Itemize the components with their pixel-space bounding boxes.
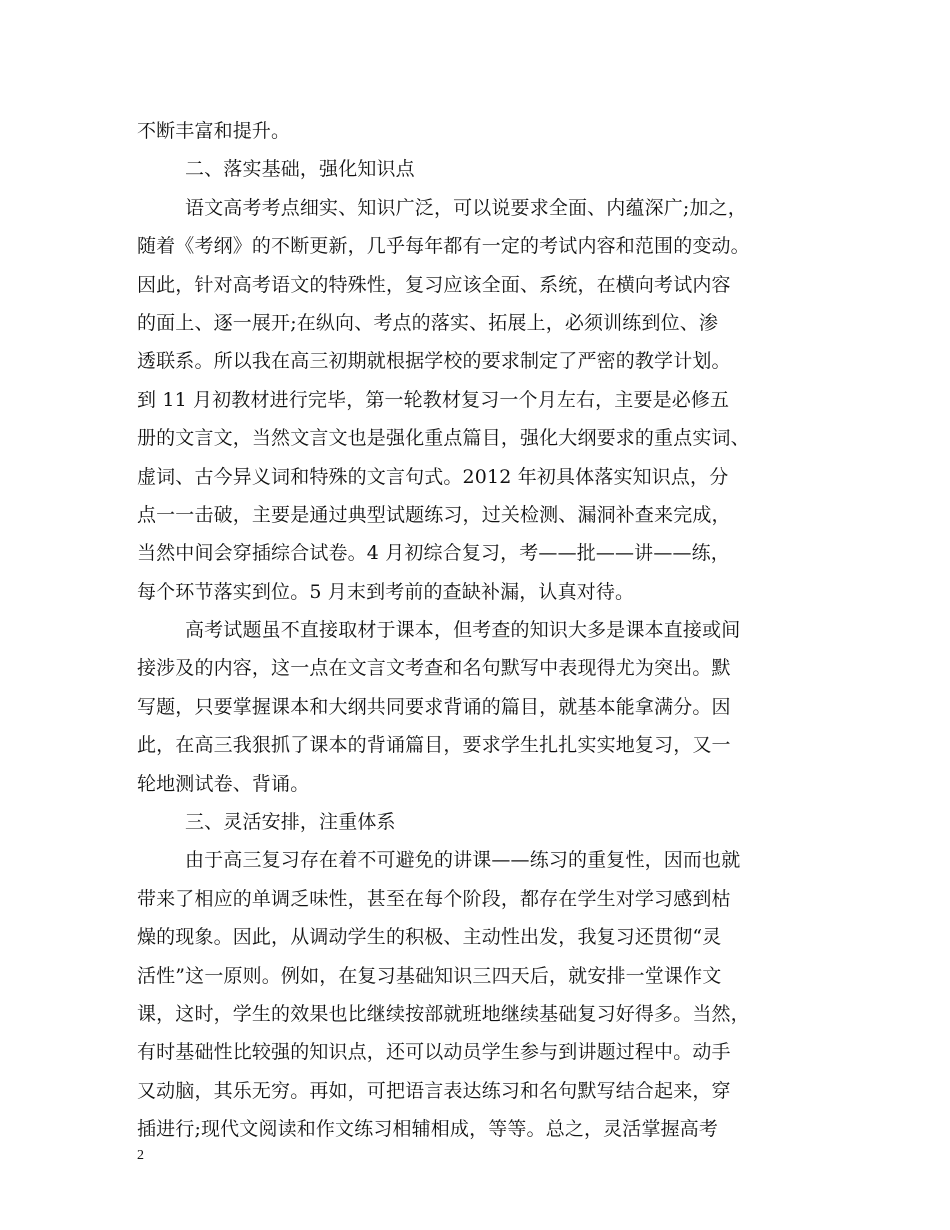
text-line: 的面上、逐一展开;在纵向、考点的落实、拓展上，必须训练到位、渗 <box>137 311 719 334</box>
text-line: 点一一击破，主要是通过典型试题练习，过关检测、漏洞补查来完成， <box>137 503 731 526</box>
text-line: 高考试题虽不直接取材于课本，但考查的知识大多是课本直接或间 <box>185 619 741 642</box>
text-line: 写题，只要掌握课本和大纲共同要求背诵的篇目，就基本能拿满分。因 <box>137 695 731 718</box>
text-line: 虚词、古今异义词和特殊的文言句式。2012 年初具体落实知识点，分 <box>137 465 729 488</box>
text-line: 插进行;现代文阅读和作文练习相辅相成，等等。总之，灵活掌握高考 <box>137 1118 719 1141</box>
text-line: 活性”这一原则。例如，在复习基础知识三四天后，就安排一堂课作文 <box>137 964 722 987</box>
text-line: 轮地测试卷、背诵。 <box>137 772 310 795</box>
text-line: 透联系。所以我在高三初期就根据学校的要求制定了严密的教学计划。 <box>137 350 731 373</box>
text-line: 语文高考考点细实、知识广泛，可以说要求全面、内蕴深广;加之， <box>185 196 747 219</box>
text-line: 到 11 月初教材进行完毕，第一轮教材复习一个月左右，主要是必修五 <box>137 388 730 411</box>
text-line: 由于高三复习存在着不可避免的讲课——练习的重复性，因而也就 <box>185 849 741 872</box>
text-line: 接涉及的内容，这一点在文言文考查和名句默写中表现得尤为突出。默 <box>137 657 731 680</box>
text-line: 不断丰富和提升。 <box>137 120 291 142</box>
text-line: 有时基础性比较强的知识点，还可以动员学生参与到讲题过程中。动手 <box>137 1041 731 1064</box>
section-heading-3: 三、灵活安排，注重体系 <box>185 811 396 834</box>
page-number: 2 <box>137 1148 144 1163</box>
text-line: 因此，针对高考语文的特殊性，复习应该全面、系统，在横向考试内容 <box>137 273 731 296</box>
text-line: 燥的现象。因此，从调动学生的积极、主动性出发，我复习还贯彻“灵 <box>137 926 722 949</box>
text-line: 课，这时，学生的效果也比继续按部就班地继续基础复习好得多。当然， <box>137 1002 750 1025</box>
text-line: 带来了相应的单调乏味性，甚至在每个阶段，都存在学生对学习感到枯 <box>137 887 731 910</box>
text-line: 随着《考纲》的不断更新，几乎每年都有一定的考试内容和范围的变动。 <box>137 235 750 258</box>
body-text <box>137 112 837 1149</box>
text-line: 册的文言文，当然文言文也是强化重点篇目，强化大纲要求的重点实词、 <box>137 427 750 450</box>
text-line: 此，在高三我狠抓了课本的背诵篇目，要求学生扎扎实实地复习，又一 <box>137 734 731 757</box>
text-line: 当然中间会穿插综合试卷。4 月初综合复习，考——批——讲——练， <box>137 542 730 565</box>
text-line: 每个环节落实到位。5 月末到考前的查缺补漏，认真对待。 <box>137 580 635 603</box>
text-line: 又动脑，其乐无穷。再如，可把语言表达练习和名句默写结合起来，穿 <box>137 1079 731 1102</box>
section-heading-2: 二、落实基础，强化知识点 <box>185 158 415 181</box>
